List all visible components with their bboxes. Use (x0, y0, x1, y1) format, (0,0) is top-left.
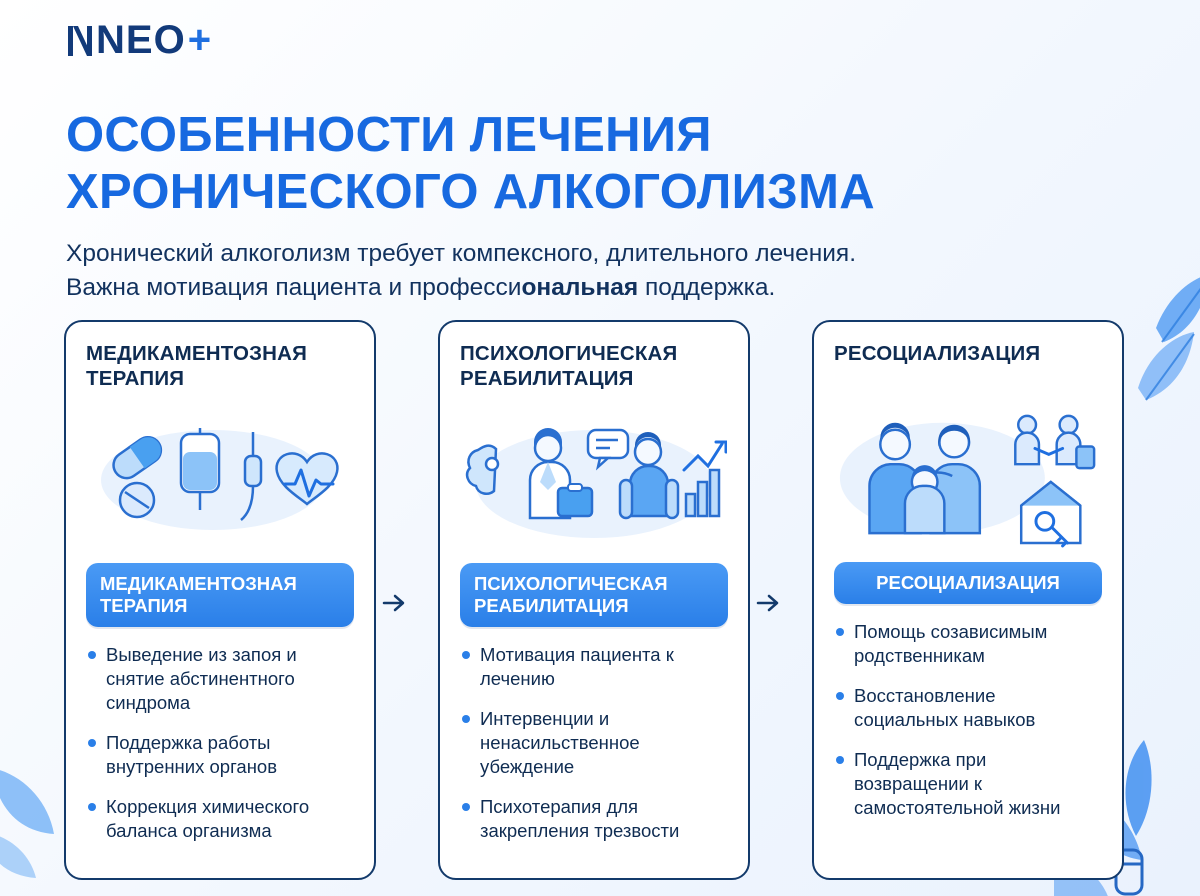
stage-title-medication: МЕДИКАМЕНТОЗНАЯ ТЕРАПИЯ (86, 342, 308, 390)
stage-illustration-medication (86, 393, 354, 563)
page-title-line-2: ХРОНИЧЕСКОГО АЛКОГОЛИЗМА (66, 164, 875, 219)
family-handshake-house-key-icon (834, 402, 1102, 552)
stage-title-resocialization: РЕСОЦИАЛИЗАЦИЯ (834, 342, 1041, 365)
list-item: Помощь созависимым родственникам (834, 620, 1102, 668)
brand-logo (68, 18, 212, 63)
stage-card-medication (64, 320, 376, 880)
brand-name: NEO (96, 18, 186, 62)
list-item: Поддержка работы внутренних органов (86, 731, 354, 779)
stage-bullets-resocialization (834, 620, 1102, 836)
stage-bullets-psychological (460, 643, 728, 859)
page-title-line-1: ОСОБЕННОСТИ ЛЕЧЕНИЯ (66, 107, 712, 162)
stage-illustration-resocialization (834, 392, 1102, 562)
page-subtitle-line-2b: ональная (521, 274, 639, 302)
list-item: Интервенции и ненасильственное убеждение (460, 707, 728, 779)
logo-n-mark-icon (68, 24, 92, 58)
list-item: Выведение из запоя и снятие абстинентного синдрома (86, 643, 354, 715)
page-subtitle-line-2a: Важна мотивация пациента и професси (66, 274, 522, 302)
stage-bullets-medication (86, 643, 354, 859)
arrow-psychological-to-resocialization (756, 592, 784, 614)
list-item: Поддержка при возвращении к самостоятельной жизни (834, 748, 1102, 820)
page-title (66, 107, 1156, 221)
brand-plus: + (187, 18, 213, 62)
therapist-patient-brain-chart-icon (462, 408, 727, 548)
page-subtitle-line-2c: поддержка. (638, 274, 776, 302)
list-item: Коррекция химического баланса организма (86, 795, 354, 843)
stage-illustration-psychological (460, 393, 728, 563)
stage-card-resocialization (812, 320, 1124, 880)
stage-pill-medication: МЕДИКАМЕНТОЗНАЯ ТЕРАПИЯ (86, 563, 354, 627)
list-item: Восстановление социальных навыков (834, 684, 1102, 732)
treatment-stages (64, 320, 1144, 880)
list-item: Мотивация пациента к лечению (460, 643, 728, 691)
stage-pill-psychological: ПСИХОЛОГИЧЕСКАЯ РЕАБИЛИТАЦИЯ (460, 563, 728, 627)
list-item: Психотерапия для закрепления трезвости (460, 795, 728, 843)
stage-title-psychological: ПСИХОЛОГИЧЕСКАЯ РЕАБИЛИТАЦИЯ (460, 342, 678, 390)
page-subtitle-line-1: Хронический алкоголизм требует компексного, длительного лечения. (66, 239, 857, 267)
stage-card-psychological (438, 320, 750, 880)
stage-pill-resocialization: РЕСОЦИАЛИЗАЦИЯ (834, 562, 1102, 604)
arrow-medication-to-psychological (382, 592, 410, 614)
page-subtitle (66, 237, 1086, 307)
pills-iv-drip-heart-pulse-icon (95, 418, 345, 538)
